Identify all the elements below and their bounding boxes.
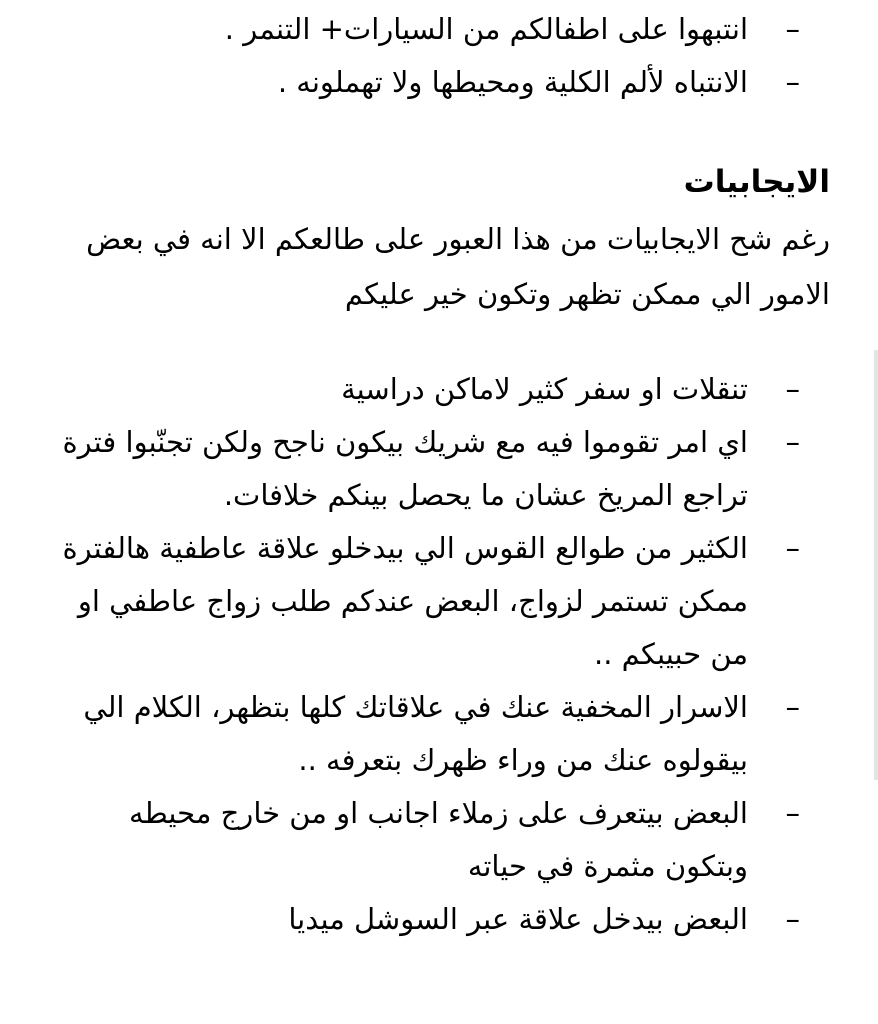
bullet-dash: – xyxy=(785,425,800,459)
list-item-text: الانتباه لألم الكلية ومحيطها ولا تهملونه . xyxy=(277,65,748,99)
intro-paragraph: رغم شح الايجابيات من هذا العبور على طالعكم الا انه في بعض الامور الي ممكن تظهر وتكون خير عليكم xyxy=(86,222,830,311)
bullet-dash: – xyxy=(785,372,800,406)
list-item-text: اي امر تقوموا فيه مع شريك بيكون ناجح ولكن تجنّبوا فترة تراجع المريخ عشان ما يحصل بينكم خلافات. xyxy=(62,425,748,512)
bullet-dash: – xyxy=(785,690,800,724)
section-title: الايجابيات xyxy=(683,164,830,200)
list-item xyxy=(40,787,878,893)
positives-bullet-list xyxy=(40,363,878,946)
list-item xyxy=(40,363,878,416)
bullet-dash: – xyxy=(785,65,800,99)
list-item xyxy=(40,681,878,787)
bullet-dash: – xyxy=(785,12,800,46)
list-item xyxy=(40,522,878,681)
list-item-text: تنقلات او سفر كثير لاماكن دراسية xyxy=(341,372,748,406)
list-item xyxy=(40,416,878,522)
bullet-dash: – xyxy=(785,796,800,830)
top-bullet-list xyxy=(40,3,878,109)
bullet-dash: – xyxy=(785,531,800,565)
list-item xyxy=(40,56,878,109)
list-item-text: البعض بيتعرف على زملاء اجانب او من خارج محيطه وبتكون مثمرة في حياته xyxy=(129,796,748,883)
list-item-text: الكثير من طوالع القوس الي بيدخلو علاقة عاطفية هالفترة ممكن تستمر لزواج، البعض عندكم طلب زواج عاطفي او من حبيبكم .. xyxy=(62,531,748,671)
list-item xyxy=(40,3,878,56)
list-item-text: الاسرار المخفية عنك في علاقاتك كلها بتظهر، الكلام الي بيقولوه عنك من وراء ظهرك بتعرفه .. xyxy=(83,690,748,777)
list-item xyxy=(40,893,878,946)
list-item-text: انتبهوا على اطفالكم من السيارات+ التنمر . xyxy=(224,12,748,46)
bullet-dash: – xyxy=(785,902,800,936)
list-item-text: البعض بيدخل علاقة عبر السوشل ميديا xyxy=(288,902,748,936)
